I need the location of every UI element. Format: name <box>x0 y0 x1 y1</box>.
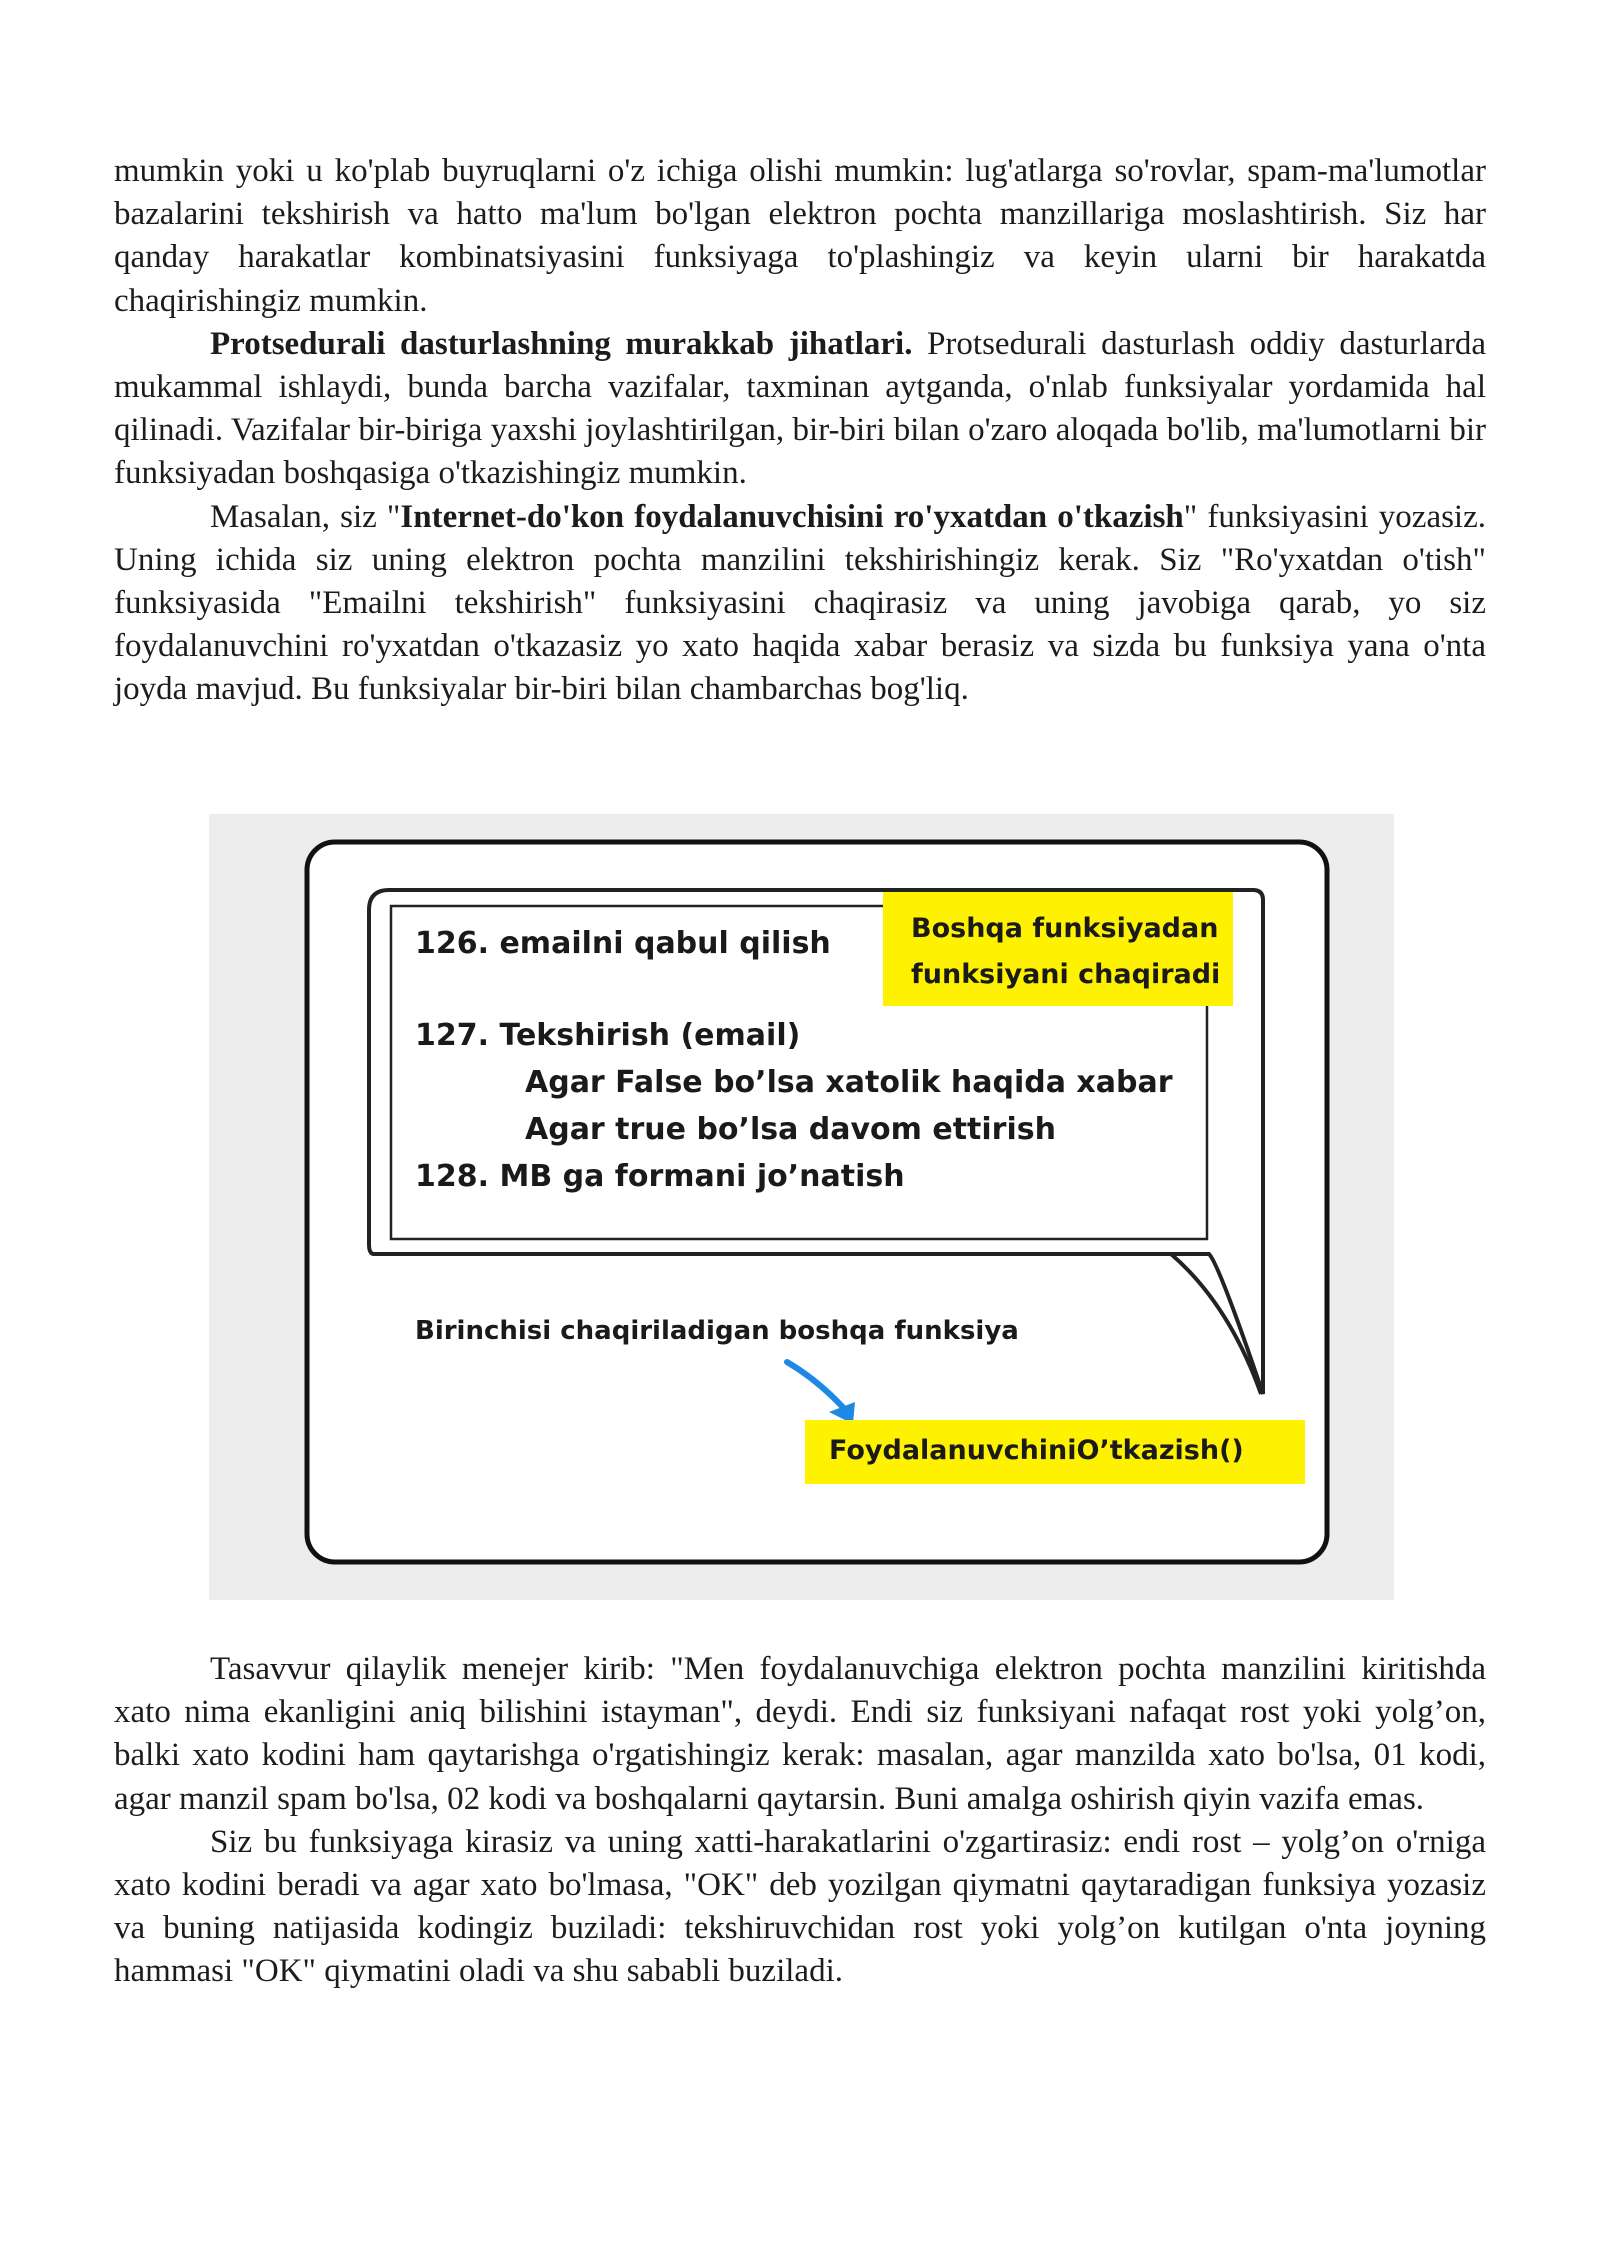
document-page <box>114 150 1486 712</box>
paragraph-4: Tasavvur qilaylik menejer kirib: "Men foydalanuvchiga elektron pochta manzilini kiritishda xato nima ekanligini aniq bilishini istayman", deydi. Endi siz funksiyani nafaqat rost yoki yolg’on, balki xato kodini ham qaytarishga o'rgatishingiz kerak: masalan, agar manzilda xato bo'lsa, 01 kodi, agar manzil spam bo'lsa, 02 kodi va boshqalarni qaytarsin. Buni amalga oshirish qiyin vazifa emas. <box>114 1651 1486 1817</box>
code-line-127-true: Agar true bo’lsa davom ettirish <box>525 1112 1056 1147</box>
paragraph-2-heading: Protsedurali dasturlashning murakkab jihatlari. <box>210 325 913 362</box>
callout-bottom <box>805 1420 1305 1484</box>
callout-top-line-2: funksiyani chaqiradi <box>911 959 1221 990</box>
callout-bottom-text: FoydalanuvchiniO’tkazish() <box>829 1435 1244 1466</box>
code-line-127-false: Agar False bo’lsa xatolik haqida xabar <box>525 1065 1173 1100</box>
paragraph-5: Siz bu funksiyaga kirasiz va uning xatti-harakatlarini o'zgartirasiz: endi rost – yolg’on o'rniga xato kodini beradi va agar xato bo'lmasa, "OK" deb yozilgan qiymatni qaytaradigan funksiya yozasiz va buning natijasida kodingiz buziladi: tekshiruvchidan rost yoki yolg’on kutilgan o'nta joyning hammasi "OK" qiymatini oladi va shu sababli buziladi. <box>114 1823 1486 1990</box>
paragraph-2-text: Protsedurali dasturlash oddiy dasturlarda mukammal ishlaydi, bunda barcha vazifalar, taxminan aytganda, o'nlab funksiyalar yordamida hal qilinadi. Vazifalar bir-biriga yaxshi joylashtirilgan, bir-biri bilan o'zaro aloqada bo'lib, ma'lumotlarni bir funksiyadan boshqasiga o'tkazishingiz mumkin. <box>114 325 1486 492</box>
code-line-127: 127. Tekshirish (email) <box>415 1018 801 1053</box>
callout-top-line-1: Boshqa funksiyadan <box>911 913 1219 944</box>
code-line-126: 126. emailni qabul qilish <box>415 926 831 961</box>
paragraph-3-start: Masalan, siz " <box>210 498 401 535</box>
document-page-lower <box>114 1648 1486 1994</box>
paragraph-3 <box>114 496 1486 712</box>
paragraph-3-text: " funksiyasini yozasiz. Uning ichida siz uning elektron pochta manzilini tekshirishingiz kerak. Siz "Ro'yxatdan o'tish" funksiyasida "Emailni tekshirish" funksiyasini chaqirasiz va uning javobiga qarab, yo siz foydalanuvchini ro'yxatdan o'tkazasiz yo xato haqida xabar berasiz va sizda bu funksiya yana o'nta joyda mavjud. Bu funksiyalar bir-biri bilan chambarchas bog'liq. <box>114 498 1486 708</box>
callout-top <box>883 892 1233 1006</box>
paragraph-1: mumkin yoki u ko'plab buyruqlarni o'z ichiga olishi mumkin: lug'atlarga so'rovlar, spam-ma'lumotlar bazalarini tekshirish va hatto ma'lum bo'lgan elektron pochta manzillariga moslashtirish. Siz har qanday harakatlar kombinatsiyasini funksiyaga to'plashingiz va keyin ularni bir harakatda chaqirishingiz mumkin. <box>114 153 1486 319</box>
paragraph-3-bold: Internet-do'kon foydalanuvchisini ro'yxatdan o'tkazish <box>400 498 1184 535</box>
paragraph-2 <box>114 323 1486 496</box>
code-line-128: 128. MB ga formani jo’natish <box>415 1159 905 1194</box>
diagram-figure <box>209 814 1394 1600</box>
caption-other-function: Birinchisi chaqiriladigan boshqa funksiya <box>415 1316 1019 1346</box>
